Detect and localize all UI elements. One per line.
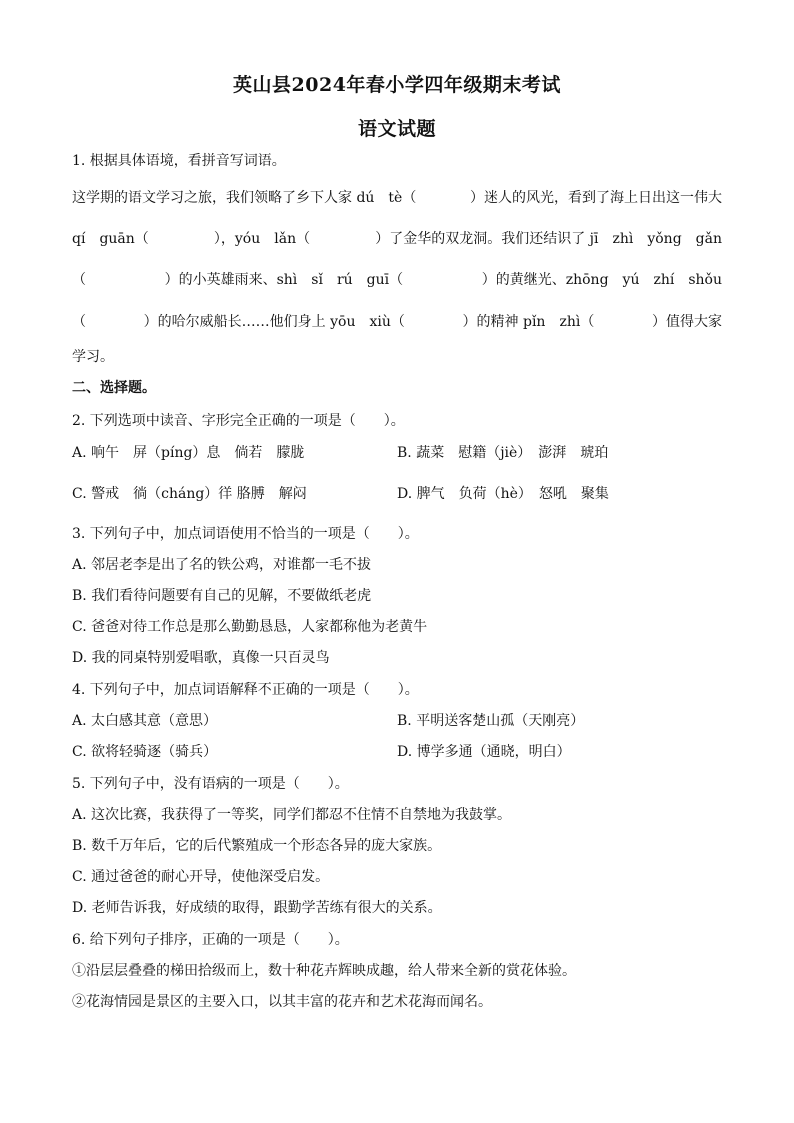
q4-option-a: A. 太白感其意（意思） (72, 713, 218, 729)
q1-line-1 (72, 188, 722, 208)
q5-stem: 5. 下列句子中，没有语病的一项是（ ）。 (72, 776, 349, 792)
q3-option-d: D. 我的同桌特别爱唱歌，真像一只百灵鸟 (72, 650, 330, 666)
q2-option-a: A. 响午 屏（píng）息 倘若 朦胧 (72, 445, 305, 461)
q2-stem: 2. 下列选项中读音、字形完全正确的一项是（ ）。 (72, 413, 405, 429)
q2-option-b: B. 蔬菜 慰籍（jiè） 澎湃 琥珀 (397, 445, 609, 461)
q5-option-d: D. 老师告诉我，好成绩的取得，跟勤学苦练有很大的关系。 (72, 900, 442, 916)
q5-option-b: B. 数千万年后，它的后代繁殖成一个形态各异的庞大家族。 (72, 838, 442, 854)
q1-line-3-part-2: ）的小英雄雨来、shì sǐ rú guī（ (164, 272, 404, 288)
exam-title: 英山县2024年春小学四年级期末考试 (233, 74, 561, 96)
q3-stem: 3. 下列句子中，加点词语使用不恰当的一项是（ ）。 (72, 526, 419, 542)
q1-line-4-part-3: ）的精神 pǐn zhì（ (462, 314, 595, 330)
q1-line-4 (72, 312, 722, 332)
q2-option-c: C. 警戒 徜（cháng）徉 胳膊 解闷 (72, 486, 307, 502)
q5-option-a: A. 这次比赛，我获得了一等奖，同学们都忍不住情不自禁地为我鼓掌。 (72, 807, 512, 823)
q1-line-2-part-1: qí guān（ (72, 231, 149, 247)
q6-sentence-1: ①沿层层叠叠的梯田拾级而上，数十种花卉辉映成趣，给人带来全新的赏花体验。 (72, 963, 576, 979)
q6-stem: 6. 给下列句子排序，正确的一项是（ ）。 (72, 932, 349, 948)
q1-stem: 1. 根据具体语境，看拼音写词语。 (72, 153, 286, 169)
q4-option-b: B. 平明送客楚山孤（天刚亮） (397, 713, 585, 729)
q3-option-c: C. 爸爸对待工作总是那么勤勤恳恳，人家都称他为老黄牛 (72, 619, 428, 635)
q2-option-d: D. 脾气 负荷（hè） 怒吼 聚集 (397, 486, 609, 502)
q1-line-3-part-3: ）的黄继光、zhōng yú zhí shǒu (481, 272, 722, 288)
q1-line-1-part-2: ）迷人的风光，看到了海上日出这一伟大 (470, 190, 722, 206)
section-2-heading: 二、选择题。 (72, 380, 156, 396)
q1-line-2 (72, 229, 722, 249)
q1-line-5: 学习。 (72, 349, 114, 365)
q6-sentence-2: ②花海情园是景区的主要入口，以其丰富的花卉和艺术花海而闻名。 (72, 994, 492, 1010)
q4-stem: 4. 下列句子中，加点词语解释不正确的一项是（ ）。 (72, 682, 419, 698)
q5-option-c: C. 通过爸爸的耐心开导，使他深受启发。 (72, 869, 330, 885)
q4-option-d: D. 博学多通（通晓，明白） (397, 744, 571, 760)
q1-line-2-part-2: ），yóu lǎn（ (213, 231, 311, 247)
q1-line-3 (72, 270, 722, 290)
q1-line-4-part-4: ）值得大家 (652, 314, 722, 330)
q1-line-3-part-1: （ (72, 272, 86, 288)
q1-line-4-part-1: （ (72, 314, 86, 330)
q1-line-4-part-2: ）的哈尔威船长……他们身上 yōu xiù（ (143, 314, 405, 330)
q3-option-a: A. 邻居老李是出了名的铁公鸡，对谁都一毛不拔 (72, 557, 372, 573)
exam-subtitle: 语文试题 (357, 118, 436, 140)
q3-option-b: B. 我们看待问题要有自己的见解，不要做纸老虎 (72, 588, 372, 604)
q1-line-1-part-1: 这学期的语文学习之旅，我们领略了乡下人家 dú tè（ (72, 190, 417, 206)
q4-option-c: C. 欲将轻骑逐（骑兵） (72, 744, 218, 760)
q1-line-2-part-3: ）了金华的双龙洞。我们还结识了 jī zhì yǒng gǎn (375, 231, 722, 247)
